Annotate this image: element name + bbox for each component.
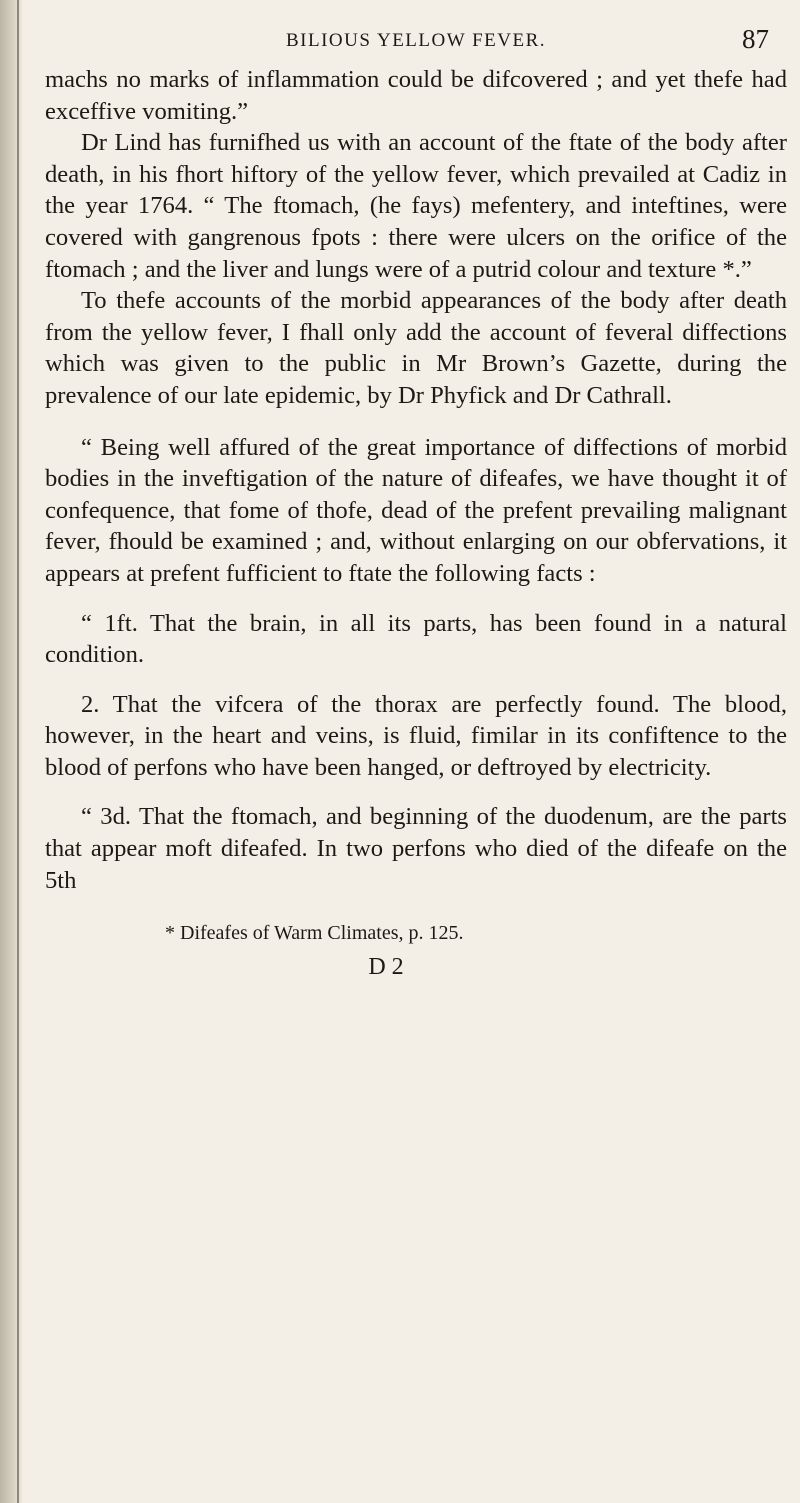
gutter-rule	[17, 0, 19, 1503]
footnote: * Difeafes of Warm Climates, p. 125.	[165, 922, 464, 945]
signature-mark: D 2	[368, 954, 404, 981]
paragraph-1: machs no marks of inflammation could be difcovered ; and yet thefe had exceffive vomiting.”	[45, 66, 787, 125]
paragraph-4: “ Being well affured of the great importance of diffections of morbid bodies in the inveftigation of the nature of difeafes, we have thought it of confequence, that fome of thofe, dead of the prefent prevailing malignant fever, fhould be examined ; and, without enlarging on our obfervations, it appears at prefent fufficient to ftate the following facts :	[45, 433, 787, 587]
book-page	[45, 20, 787, 981]
page-header	[45, 20, 787, 64]
paragraph-6: 2. That the vifcera of the thorax are perfectly found. The blood, however, in the heart and veins, is fluid, fimilar in its confiftence to the blood of perfons who have been hanged, or deftroyed by electricity.	[45, 690, 787, 781]
running-title: BILIOUS YELLOW FEVER.	[285, 30, 546, 51]
paragraph-5: “ 1ft. That the brain, in all its parts, has been found in a natural condition.	[45, 609, 787, 669]
paragraph-2: Dr Lind has furnifhed us with an account of the ftate of the body after death, in his fhort hiftory of the yellow fever, which prevailed at Cadiz in the year 1764. “ The ftomach, (he fays) mefentery, and inteftines, were covered with gangrenous fpots : there were ulcers on the orifice of the ftomach ; and the liver and lungs were of a putrid colour and texture *.”	[45, 129, 787, 283]
paragraph-7: “ 3d. That the ftomach, and beginning of the duodenum, are the parts that appear moft difeafed. In two perfons who died of the difeafe on the 5th	[45, 803, 787, 894]
paragraph-3: To thefe accounts of the morbid appearances of the body after death from the yellow fever, I fhall only add the account of feveral diffections which was given to the public in Mr Brown’s Gazette, during the prevalence of our late epidemic, by Dr Phyfick and Dr Cathrall.	[45, 287, 787, 409]
page-number: 87	[742, 24, 769, 54]
